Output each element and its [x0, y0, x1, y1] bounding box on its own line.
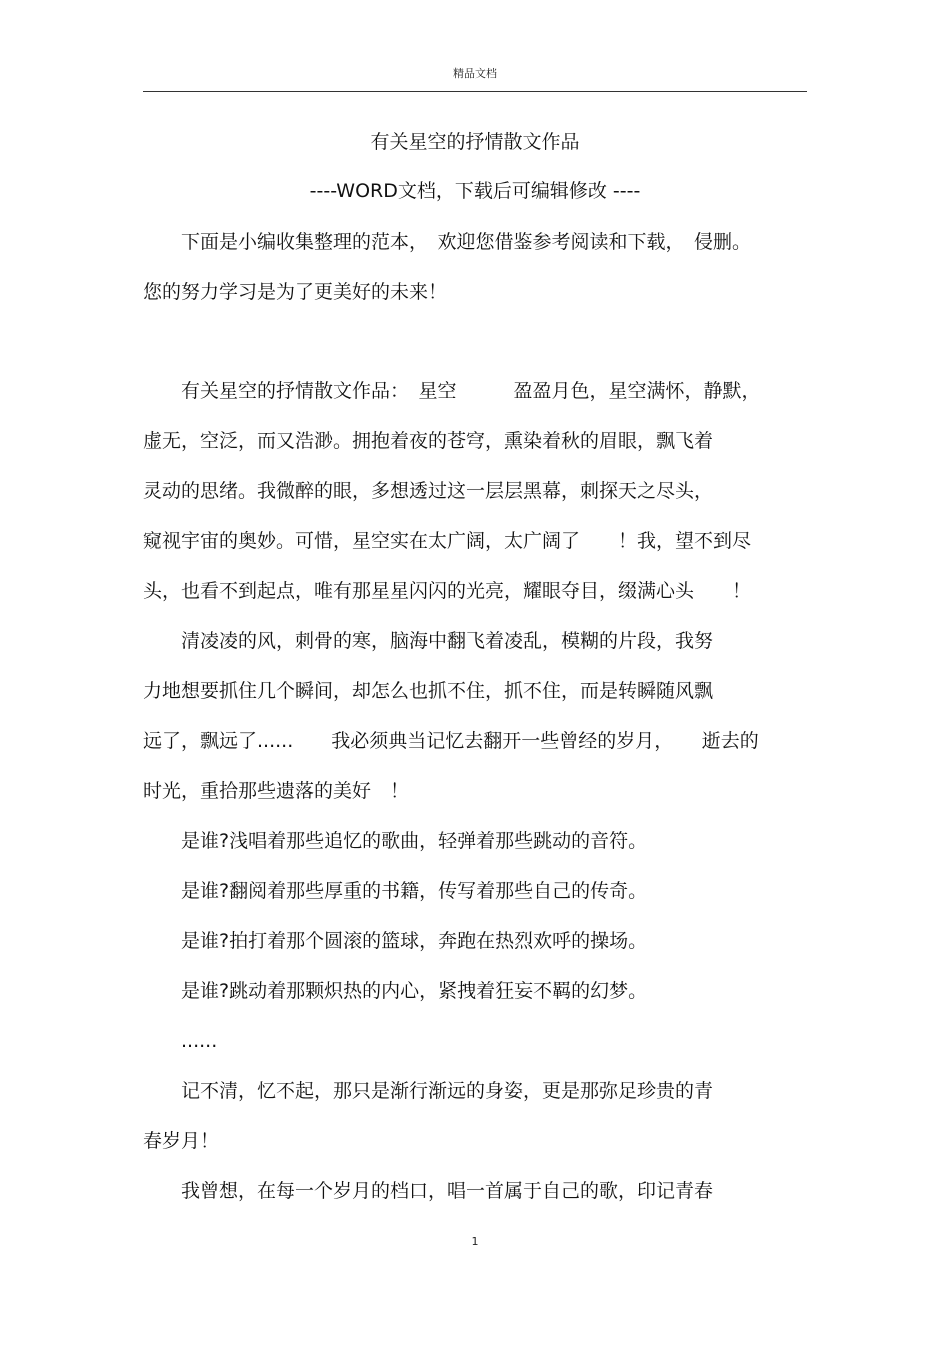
body-line: 时光，重拾那些遗落的美好 ！: [143, 780, 410, 802]
body-line: 是谁?浅唱着那些追忆的歌曲，轻弹着那些跳动的音符。: [143, 830, 648, 852]
body-line: 记不清，忆不起，那只是渐行渐远的身姿，更是那弥足珍贵的青: [143, 1080, 714, 1102]
body-line: 清凌凌的风，刺骨的寒，脑海中翻飞着凌乱，模糊的片段，我努: [143, 630, 714, 652]
body-line: ......: [143, 1030, 218, 1052]
body-line: 是谁?跳动着那颗炽热的内心，紧拽着狂妄不羁的幻梦。: [143, 980, 648, 1002]
body-line: 窥视宇宙的奥妙。可惜，星空实在太广阔，太广阔了 ！我，望不到尽: [143, 530, 752, 552]
body-line: 头，也看不到起点，唯有那星星闪闪的光亮，耀眼夺目，缀满心头 ！: [143, 580, 752, 602]
body-line: 春岁月！: [143, 1130, 220, 1152]
body-line: 我曾想，在每一个岁月的档口，唱一首属于自己的歌，印记青春: [143, 1180, 714, 1202]
body-line: 是谁?拍打着那个圆滚的篮球，奔跑在热烈欢呼的操场。: [143, 930, 648, 952]
body-line: 灵动的思绪。我微醉的眼，多想透过这一层层黑幕，刺探天之尽头，: [143, 480, 714, 502]
page-header: 精品文档: [453, 67, 497, 80]
body-line: 虚无，空泛，而又浩渺。拥抱着夜的苍穹，熏染着秋的眉眼，飘飞着: [143, 430, 714, 452]
page-number: 1: [471, 1235, 479, 1248]
document-subtitle: ----WORD文档，下载后可编辑修改 ----: [309, 180, 641, 202]
body-line: 是谁?翻阅着那些厚重的书籍，传写着那些自己的传奇。: [143, 880, 648, 902]
body-line: 力地想要抓住几个瞬间，却怎么也抓不住，抓不住，而是转瞬随风飘: [143, 680, 714, 702]
body-line: 远了，飘远了...... 我必须典当记忆去翻开一些曾经的岁月， 逝去的: [143, 730, 759, 752]
body-line: 有关星空的抒情散文作品： 星空 盈盈月色，星空满怀，静默，: [143, 380, 761, 402]
body-line: 下面是小编收集整理的范本， 欢迎您借鉴参考阅读和下载， 侵删。: [143, 231, 752, 253]
body-line: 您的努力学习是为了更美好的未来！: [143, 281, 448, 303]
document-title: 有关星空的抒情散文作品: [370, 131, 580, 153]
header-divider: [143, 91, 807, 92]
